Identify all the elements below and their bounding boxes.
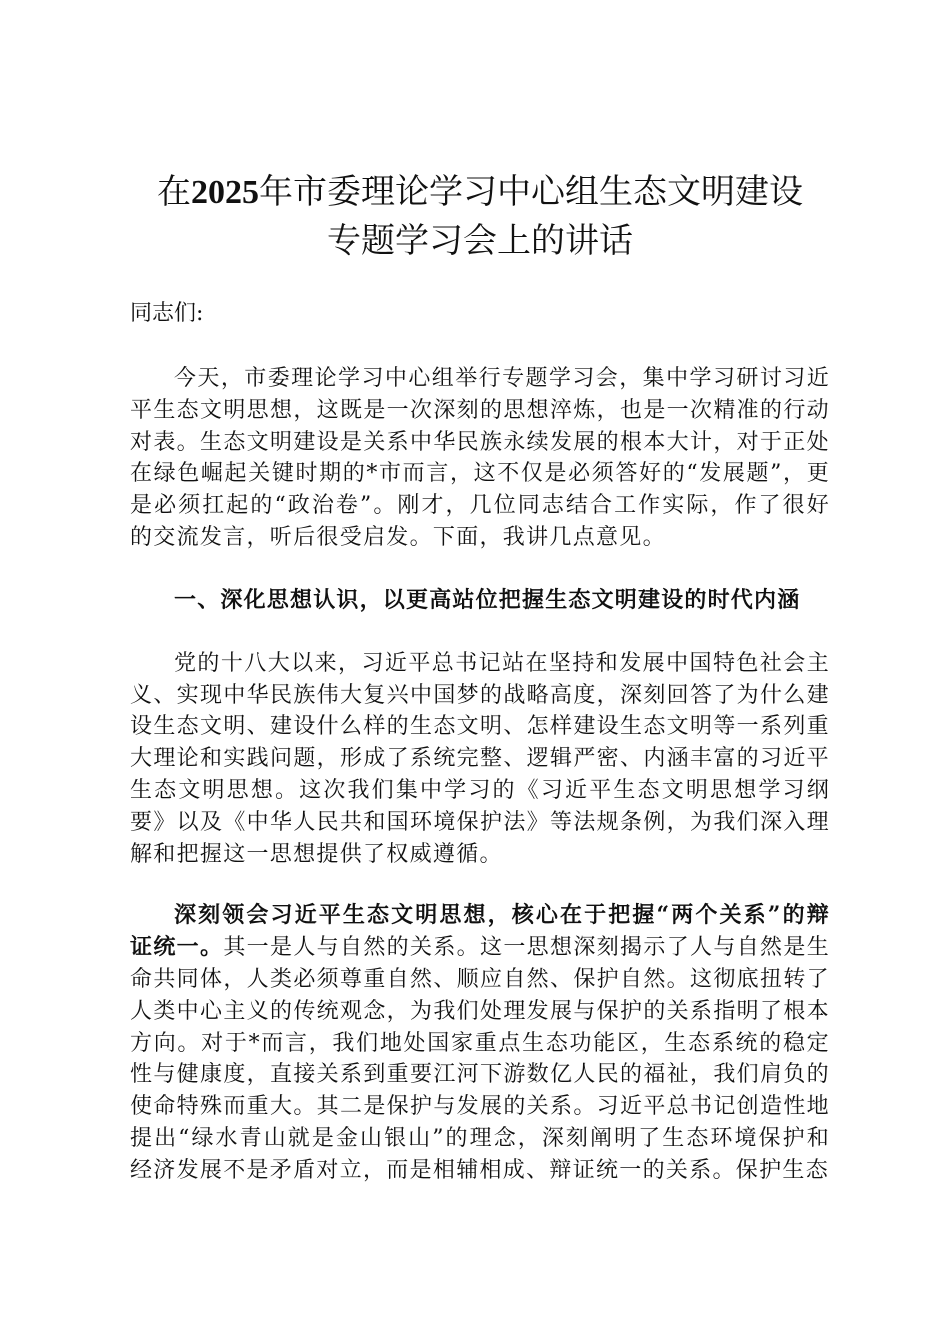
document-title (130, 168, 830, 265)
title-line-2: 专题学习会上的讲话 (327, 221, 633, 261)
title-line-1 (130, 168, 830, 217)
paragraph-lead-sentence: 深刻领会习近平生态文明思想，核心在于把握“两个关系”的辩证统一。 (130, 902, 830, 961)
title-year: 2025 (191, 174, 259, 211)
title-suffix: 年市委理论学习中心组生态文明建设 (259, 172, 803, 212)
salutation: 同志们: (130, 301, 204, 326)
section-1-paragraph-1: 党的十八大以来，习近平总书记站在坚持和发展中国特色社会主义、实现中华民族伟大复兴中国梦的战略高度，深刻回答了为什么建设生态文明、建设什么样的生态文明、怎样建设生态文明等一系列重大理论和实践问题，形成了系统完整、逻辑严密、内涵丰富的习近平生态文明思想。这次我们集中学习的《习近平生态文明思想学习纲要》以及《中华人民共和国环境保护法》等法规条例，为我们深入理解和把握这一思想提供了权威遵循。 (130, 650, 830, 867)
document-page (130, 168, 830, 1217)
intro-paragraph: 今天，市委理论学习中心组举行专题学习会，集中学习研讨习近平生态文明思想，这既是一次深刻的思想淬炼，也是一次精准的行动对表。生态文明建设是关系中华民族永续发展的根本大计，对于正处在绿色崛起关键时期的*市而言，这不仅是必须答好的“发展题”，更是必须扛起的“政治卷”。刚才，几位同志结合工作实际，作了很好的交流发言，听后很受启发。下面，我讲几点意见。 (130, 366, 830, 550)
section-1-heading: 一、深化思想认识，以更高站位把握生态文明建设的时代内涵 (174, 586, 801, 613)
section-1-paragraph-2 (130, 900, 830, 1186)
title-prefix: 在 (157, 172, 191, 212)
paragraph-body: 其一是人与自然的关系。这一思想深刻揭示了人与自然是生命共同体，人类必须尊重自然、顺应自然、保护自然。这彻底扭转了人类中心主义的传统观念，为我们处理发展与保护的关系指明了根本方向。对于*而言，我们地处国家重点生态功能区，生态系统的稳定性与健康度，直接关系到重要江河下游数亿人民的福祉，我们肩负的使命特殊而重大。其二是保护与发展的关系。习近平总书记创造性地提出“绿水青山就是金山银山”的理念，深刻阐明了生态环境保护和经济发展不是矛盾对立，而是相辅相成、辩证统一的关系。保护生态 (130, 935, 830, 1183)
